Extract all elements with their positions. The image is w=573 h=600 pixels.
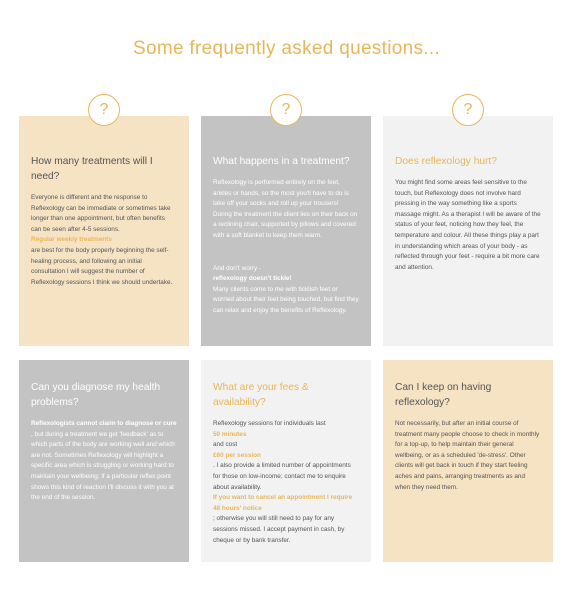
page-title: Some frequently asked questions...: [133, 38, 440, 59]
card-text: Reflexology sessions for individuals last: [213, 420, 326, 427]
card-text: . I also provide a limited number of appointments for those on low-income; contact me to enquire about availability.: [213, 462, 351, 491]
card-text: Reflexology is performed entirely on the feet, ankles or hands, so the most you'll have to do is take off your socks and roll up your trousers! During the treatment the client lies on their back on a reclining chair, supported by pillows and covered with a soft blanket to keep them warm.: [213, 179, 358, 239]
card-title: Can I keep on having reflexology?: [395, 382, 492, 408]
card-text: and cost: [213, 441, 238, 449]
card-highlight: £60 per session: [213, 451, 261, 459]
card-text: And don't worry -: [213, 264, 262, 272]
card-title: Can you diagnose my health problems?: [31, 382, 161, 408]
card-title: What are your fees & availability?: [213, 382, 309, 408]
card-highlight: 50 minutes: [213, 430, 247, 438]
card-text: Many clients come to me with ticklish feet or worried about their feet being touched, but find they can relax and enjoy the benefits of Reflexology.: [213, 285, 359, 314]
faq-card-treatment-process: [201, 116, 371, 346]
card-highlight: Regular weekly treatments: [31, 236, 112, 244]
card-text: are best for the body properly beginning the self-healing process, and following an initial consultation I will suggest the number of Reflexology sessions I think we should undertake.: [31, 246, 173, 286]
card-text: ; otherwise you will still need to pay for any sessions missed. I accept payment in cash, by cheque or by bank transfer.: [213, 515, 345, 544]
card-highlight: reflexology doesn't tickle!: [213, 275, 292, 283]
card-text: , but during a treatment we get 'feedback' as to which parts of the body are working well and which are not. Sometimes Reflexology will highlight a specific area which is struggling or working hard to maintain your wellbeing; if a particular reflex point shows this kind of reaction I'll discuss it with you at the end of the session.: [31, 430, 175, 502]
card-highlight: If you want to cancel an appointment I require 48 hours' notice: [213, 494, 353, 512]
card-text: Everyone is different and the response to Reflexology can be immediate or sometimes take longer than one appointment, but often benefits can be seen after 4-5 sessions.: [31, 194, 171, 233]
card-title: Does reflexology hurt?: [395, 156, 497, 167]
faq-card-continue: [383, 360, 553, 562]
faq-card-hurt: [383, 116, 553, 346]
question-icon: ?: [88, 94, 120, 126]
card-text: Not necessarily, but after an initial course of treatment many people choose to check in monthly for a top-up, to help maintain their general wellbeing, or as a scheduled 'de-stress'. Other clients will get back in touch if they start feeling aches and pains, arranging treatments as and when they need them.: [395, 420, 540, 491]
card-highlight: Reflexologists cannot claim to diagnose or cure: [31, 420, 177, 427]
question-icon: ?: [270, 94, 302, 126]
faq-card-fees: [201, 360, 371, 562]
faq-card-treatments: [19, 116, 189, 346]
card-title: How many treatments will I need?: [31, 156, 153, 182]
faq-card-diagnose: [19, 360, 189, 562]
card-text: You might find some areas feel sensitive to the touch, but Reflexology does not involve hard pressing in the way something like a sports massage might. As a therapist I will be aware of the status of your feet, noticing how they feel, the temperature and colour. All these things play a part in understanding which areas of your body - as reflected through your feet - require a bit more care and attention.: [395, 179, 541, 271]
question-icon: ?: [452, 94, 484, 126]
card-title: What happens in a treatment?: [213, 156, 350, 167]
